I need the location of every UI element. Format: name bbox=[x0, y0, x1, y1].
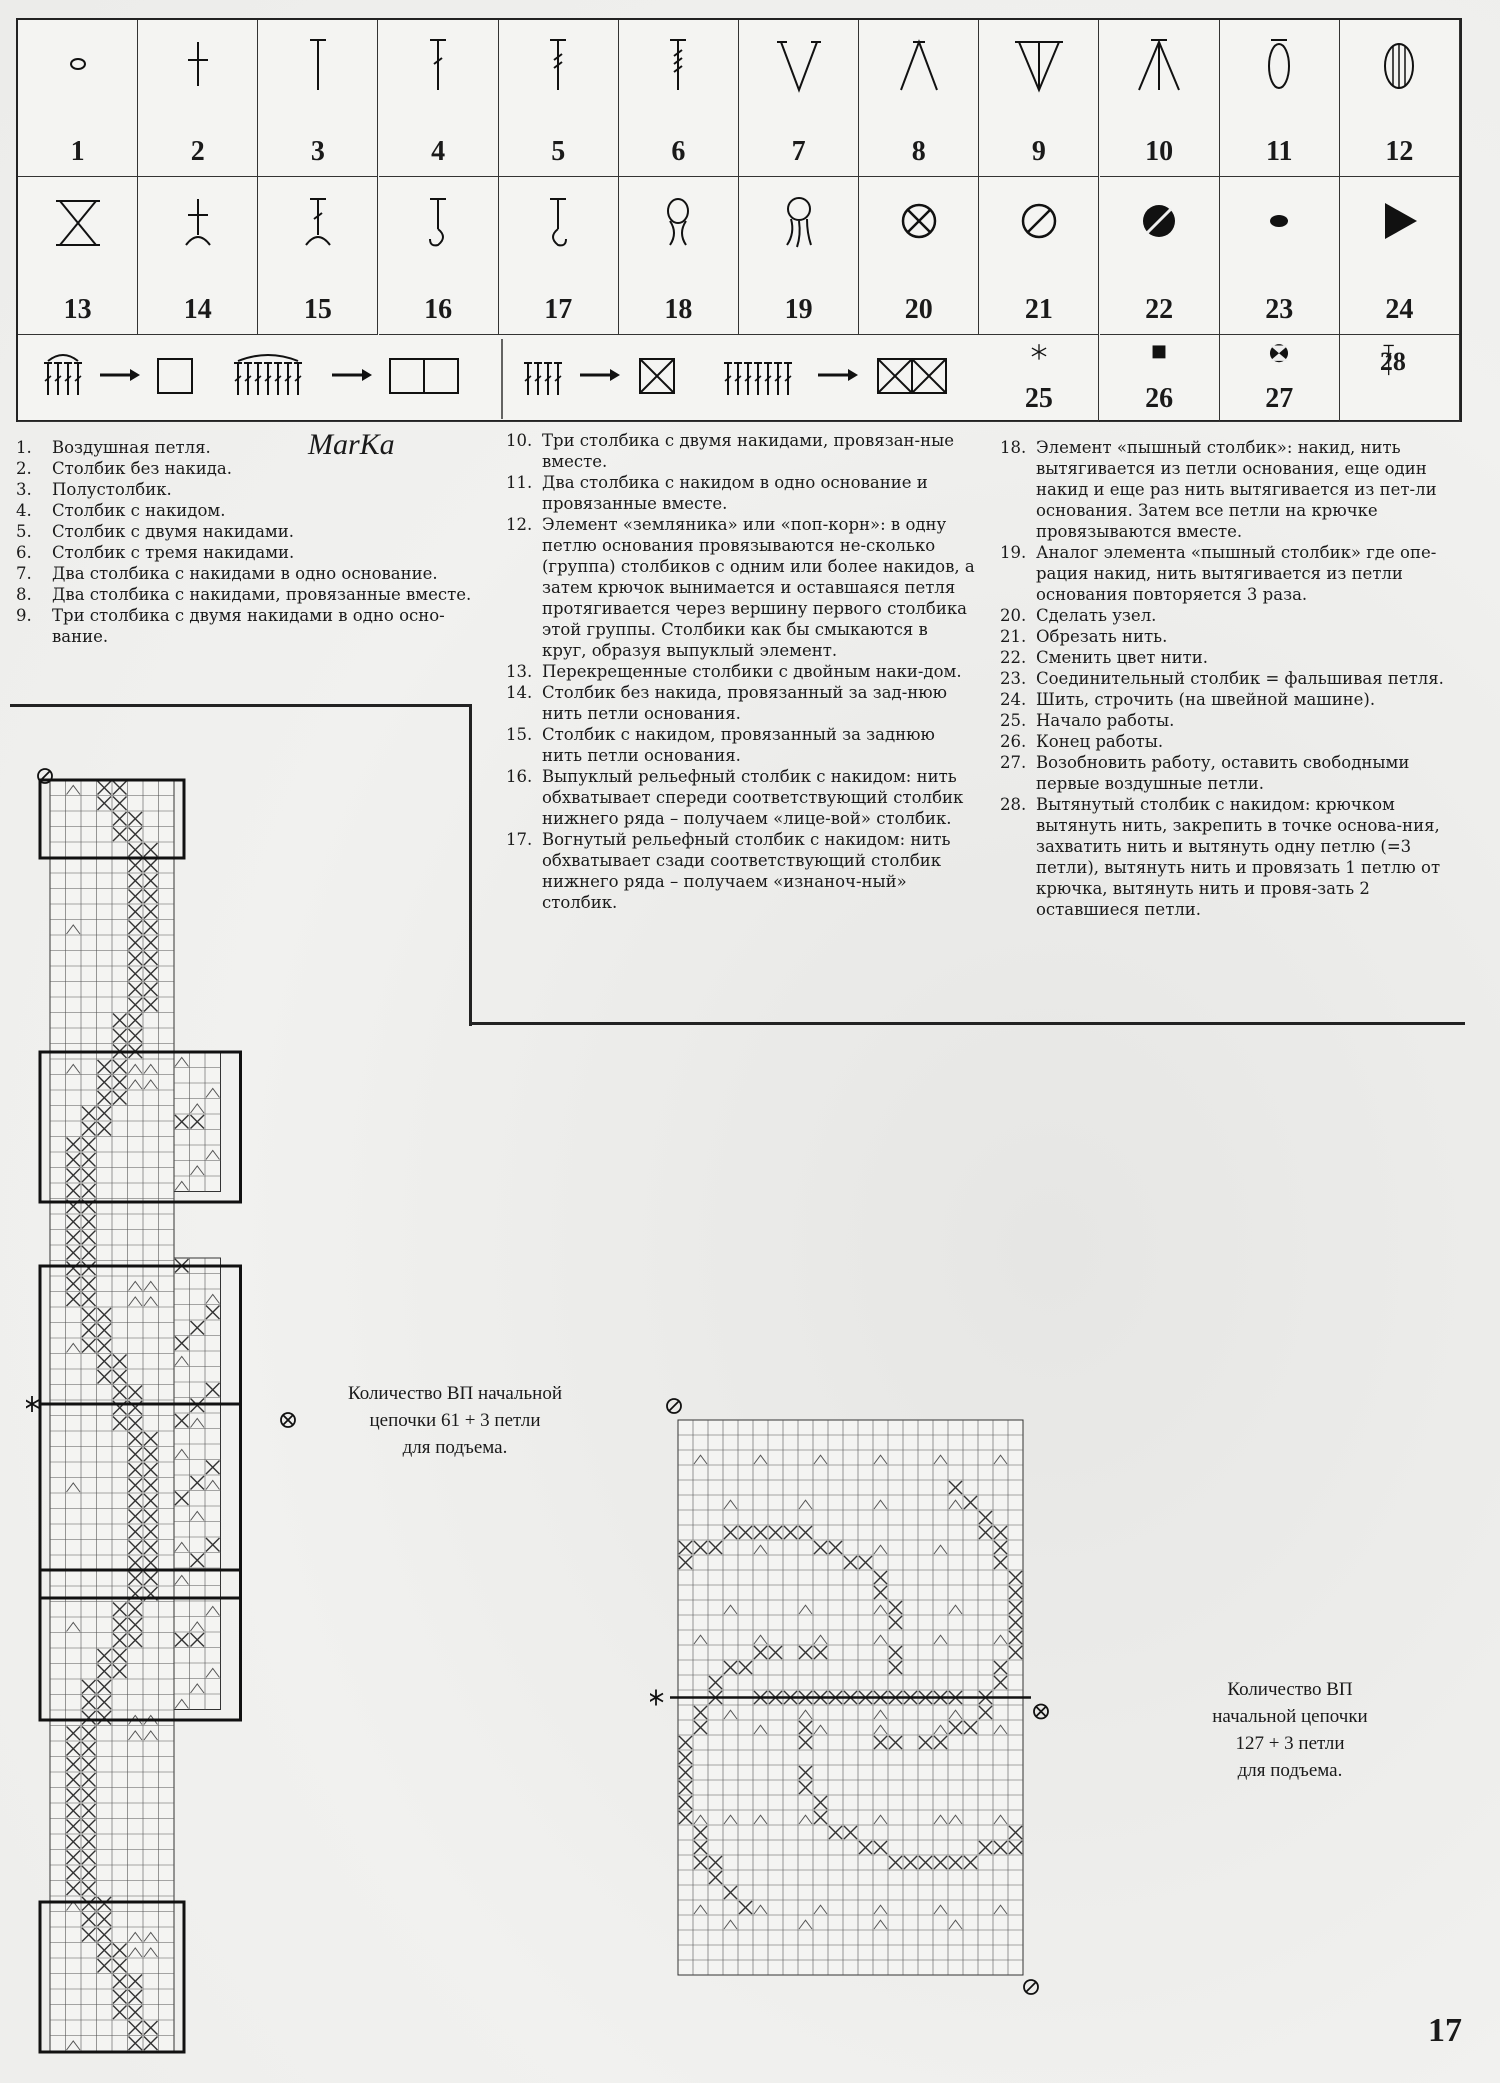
item-number: 15. bbox=[506, 725, 533, 744]
crochet-symbol-icon bbox=[889, 34, 949, 96]
legend-symbol-6 bbox=[619, 20, 739, 177]
item-text: Вогнутый рельефный столбик с накидом: нить обхватывает сзади соответствующий столбик нижнего ряда – получаем «изнаноч-ный» столбик. bbox=[542, 830, 951, 912]
symbol-number: 9 bbox=[1031, 136, 1046, 167]
symbol-number: 22 bbox=[1145, 294, 1174, 325]
crochet-symbol-icon bbox=[1009, 34, 1069, 96]
description-item bbox=[1000, 710, 1470, 731]
symbol-number: 3 bbox=[310, 136, 325, 167]
left-note-line-2: цепочки 61 + 3 петли bbox=[369, 1410, 541, 1431]
crochet-symbol-icon bbox=[1009, 339, 1069, 379]
item-text: Сделать узел. bbox=[1036, 606, 1157, 625]
item-text: Соединительный столбик = фальшивая петля. bbox=[1036, 669, 1444, 688]
crochet-symbol-icon bbox=[1129, 191, 1189, 253]
description-item bbox=[1000, 689, 1470, 710]
description-item bbox=[1000, 542, 1470, 605]
item-text: Выпуклый рельефный столбик с накидом: нить обхватывает спереди соответствующий столбик нижнего ряда – получаем «лице-вой» столбик. bbox=[542, 767, 964, 828]
description-item bbox=[1000, 647, 1470, 668]
legend-symbol-16 bbox=[379, 177, 499, 335]
symbol-number: 13 bbox=[63, 294, 92, 325]
symbol-number: 6 bbox=[671, 136, 686, 167]
item-number: 20. bbox=[1000, 606, 1027, 625]
item-text: Возобновить работу, оставить свободными первые воздушные петли. bbox=[1036, 753, 1410, 793]
description-item bbox=[1000, 437, 1470, 542]
frame-bottom-line bbox=[469, 1022, 1465, 1025]
item-number: 10. bbox=[506, 431, 533, 450]
item-number: 26. bbox=[1000, 732, 1027, 751]
item-number: 9. bbox=[16, 606, 32, 625]
crochet-symbol-icon bbox=[648, 34, 708, 96]
left-note-line-1: Количество ВП начальной bbox=[347, 1383, 563, 1404]
legend-symbol-7 bbox=[739, 20, 859, 177]
item-text: Столбик с тремя накидами. bbox=[52, 543, 295, 562]
crochet-symbol-icon bbox=[1249, 191, 1309, 253]
item-text: Шить, строчить (на швейной машине). bbox=[1036, 690, 1376, 709]
item-number: 27. bbox=[1000, 753, 1027, 772]
item-text: Три столбика с двумя накидами, провязан-ные вместе. bbox=[542, 431, 955, 471]
symbol-number: 17 bbox=[544, 294, 573, 325]
item-text: Аналог элемента «пышный столбик» где опе-рация накид, нить вытягивается из петли основания повторяется 3 раза. bbox=[1036, 543, 1437, 604]
item-number: 1. bbox=[16, 438, 32, 457]
legend-symbol-12 bbox=[1340, 20, 1460, 177]
filet-conversion-icon bbox=[18, 339, 979, 419]
description-item bbox=[16, 521, 476, 542]
legend-symbol-4 bbox=[379, 20, 499, 177]
symbol-number: 5 bbox=[551, 136, 566, 167]
crochet-symbol-icon bbox=[889, 191, 949, 253]
item-text: Столбик с накидом, провязанный за заднюю нить петли основания. bbox=[542, 725, 935, 765]
signature: MarKa bbox=[308, 428, 395, 461]
crochet-symbol-icon bbox=[1249, 339, 1309, 379]
description-column-2 bbox=[506, 430, 976, 913]
symbol-number: 4 bbox=[431, 136, 446, 167]
description-item bbox=[1000, 668, 1470, 689]
legend-symbol-14 bbox=[138, 177, 258, 335]
legend-symbol-19 bbox=[739, 177, 859, 335]
filet-square-chart bbox=[650, 1390, 1160, 2020]
filet-border-chart bbox=[26, 762, 296, 2072]
description-item bbox=[16, 584, 476, 605]
description-item bbox=[16, 542, 476, 563]
description-item bbox=[16, 458, 476, 479]
item-number: 22. bbox=[1000, 648, 1027, 667]
crochet-symbol-icon bbox=[408, 34, 468, 96]
symbol-number: 11 bbox=[1266, 136, 1293, 167]
item-text: Столбик без накида, провязанный за зад-нюю нить петли основания. bbox=[542, 683, 948, 723]
symbol-number: 1 bbox=[70, 136, 85, 167]
item-text: Три столбика с двумя накидами в одно осно-вание. bbox=[52, 606, 445, 646]
description-item bbox=[1000, 605, 1470, 626]
symbol-number: 21 bbox=[1024, 294, 1053, 325]
description-item bbox=[506, 430, 976, 472]
item-number: 4. bbox=[16, 501, 32, 520]
item-text: Начало работы. bbox=[1036, 711, 1175, 730]
legend-symbol-25 bbox=[979, 335, 1099, 422]
item-number: 2. bbox=[16, 459, 32, 478]
symbol-number: 7 bbox=[791, 136, 806, 167]
item-text: Два столбика с накидами, провязанные вместе. bbox=[52, 585, 472, 604]
item-text: Элемент «пышный столбик»: накид, нить вытягивается из петли основания, еще один накид и еще раз нить вытягивается из пет-ли основания. Затем все петли на крючке провязываются вместе. bbox=[1036, 438, 1437, 541]
crochet-symbol-icon bbox=[288, 191, 348, 253]
description-item bbox=[1000, 752, 1470, 794]
crochet-symbol-icon bbox=[48, 191, 108, 253]
legend-symbol-13 bbox=[18, 177, 138, 335]
legend-symbol-24 bbox=[1340, 177, 1460, 335]
item-number: 8. bbox=[16, 585, 32, 604]
description-column-1 bbox=[16, 437, 476, 647]
item-text: Сменить цвет нити. bbox=[1036, 648, 1208, 667]
crochet-symbol-icon bbox=[769, 191, 829, 253]
description-column-3 bbox=[1000, 437, 1470, 920]
item-number: 3. bbox=[16, 480, 32, 499]
legend-symbol-1 bbox=[18, 20, 138, 177]
symbol-number: 27 bbox=[1265, 383, 1294, 414]
symbol-number: 10 bbox=[1145, 136, 1174, 167]
frame-vertical-line bbox=[469, 704, 472, 1026]
description-item bbox=[16, 563, 476, 584]
legend-symbol-5 bbox=[499, 20, 619, 177]
legend-symbol-22 bbox=[1100, 177, 1220, 335]
item-number: 5. bbox=[16, 522, 32, 541]
symbol-number: 28 bbox=[1379, 347, 1406, 376]
legend-symbol-10 bbox=[1100, 20, 1220, 177]
right-note-line-1: Количество ВП bbox=[1227, 1679, 1353, 1700]
symbol-number: 20 bbox=[904, 294, 933, 325]
item-number: 25. bbox=[1000, 711, 1027, 730]
crochet-symbol-icon bbox=[528, 191, 588, 253]
legend-symbol-17 bbox=[499, 177, 619, 335]
symbol-number: 23 bbox=[1265, 294, 1294, 325]
item-text: Столбик с накидом. bbox=[52, 501, 226, 520]
crochet-symbol-icon bbox=[288, 34, 348, 96]
description-item bbox=[506, 829, 976, 913]
symbol-number: 2 bbox=[190, 136, 205, 167]
description-item bbox=[1000, 794, 1470, 920]
description-item bbox=[506, 682, 976, 724]
description-item bbox=[16, 437, 476, 458]
legend-symbol-28 bbox=[1340, 335, 1460, 422]
item-number: 23. bbox=[1000, 669, 1027, 688]
symbol-number: 16 bbox=[424, 294, 453, 325]
item-text: Полустолбик. bbox=[52, 480, 172, 499]
right-note-line-3: 127 + 3 петли bbox=[1235, 1733, 1345, 1754]
description-item bbox=[16, 479, 476, 500]
crochet-symbol-icon bbox=[648, 191, 708, 253]
symbol-number: 15 bbox=[303, 294, 332, 325]
crochet-symbol-icon bbox=[1129, 34, 1189, 96]
legend-symbol-23 bbox=[1220, 177, 1340, 335]
left-chart-note bbox=[300, 1380, 610, 1461]
symbol-number: 24 bbox=[1385, 294, 1414, 325]
item-text: Два столбика с накидами в одно основание. bbox=[52, 564, 438, 583]
item-text: Воздушная петля. bbox=[52, 438, 211, 457]
right-note-line-2: начальной цепочки bbox=[1212, 1706, 1368, 1727]
item-number: 7. bbox=[16, 564, 32, 583]
item-text: Обрезать нить. bbox=[1036, 627, 1168, 646]
item-number: 11. bbox=[506, 473, 533, 492]
description-item bbox=[1000, 731, 1470, 752]
item-number: 6. bbox=[16, 543, 32, 562]
legend-symbol-15 bbox=[258, 177, 378, 335]
crochet-symbol-icon bbox=[528, 34, 588, 96]
item-text: Вытянутый столбик с накидом: крючком вытянуть нить, закрепить в точке основа-ния, захватить нить и вытянуть одну петлю (=3 петли), вытянуть нить и провязать 1 петлю от крючка, вытянуть нить и провя-зать 2 оставшиеся петли. bbox=[1036, 795, 1441, 919]
item-number: 17. bbox=[506, 830, 533, 849]
item-number: 28. bbox=[1000, 795, 1027, 814]
crochet-symbol-icon bbox=[1129, 339, 1189, 379]
legend-symbol-27 bbox=[1220, 335, 1340, 422]
item-text: Два столбика с накидом в одно основание и провязанные вместе. bbox=[542, 473, 928, 513]
description-item bbox=[506, 514, 976, 661]
item-number: 18. bbox=[1000, 438, 1027, 457]
item-text: Элемент «земляника» или «поп-корн»: в одну петлю основания провязываются не-сколько (группа) столбиков с одним или более накидов, а затем крючок вынимается и оставшаяся петля протягивается через вершину первого столбика этой группы. Столбики как бы смыкаются в круг, образуя выпуклый элемент. bbox=[542, 515, 975, 660]
description-item bbox=[16, 500, 476, 521]
crochet-symbol-icon bbox=[168, 191, 228, 253]
item-text: Перекрещенные столбики с двойным наки-дом. bbox=[542, 662, 962, 681]
legend-symbol-3 bbox=[258, 20, 378, 177]
item-number: 16. bbox=[506, 767, 533, 786]
symbol-legend-table bbox=[16, 18, 1462, 422]
crochet-symbol-icon bbox=[408, 191, 468, 253]
crochet-symbol-icon bbox=[769, 34, 829, 96]
right-note-line-4: для подъема. bbox=[1237, 1760, 1343, 1781]
item-text: Столбик с двумя накидами. bbox=[52, 522, 295, 541]
legend-symbol-11 bbox=[1220, 20, 1340, 177]
frame-top-line bbox=[10, 704, 472, 707]
crochet-symbol-icon bbox=[168, 34, 228, 96]
legend-symbol-8 bbox=[859, 20, 979, 177]
description-item bbox=[506, 724, 976, 766]
description-item bbox=[506, 661, 976, 682]
item-number: 12. bbox=[506, 515, 533, 534]
symbol-number: 26 bbox=[1145, 383, 1174, 414]
page-number: 17 bbox=[1428, 2012, 1462, 2049]
item-text: Столбик без накида. bbox=[52, 459, 232, 478]
crochet-symbol-icon bbox=[1369, 191, 1429, 253]
symbol-number: 19 bbox=[784, 294, 813, 325]
crochet-symbol-icon bbox=[1249, 34, 1309, 96]
legend-symbol-21 bbox=[979, 177, 1099, 335]
symbol-number: 14 bbox=[183, 294, 212, 325]
item-number: 24. bbox=[1000, 690, 1027, 709]
crochet-symbol-icon bbox=[1009, 191, 1069, 253]
description-item bbox=[16, 605, 476, 647]
legend-symbol-20 bbox=[859, 177, 979, 335]
legend-conversion-diagrams bbox=[18, 335, 979, 422]
description-item bbox=[506, 766, 976, 829]
item-number: 19. bbox=[1000, 543, 1027, 562]
item-number: 13. bbox=[506, 662, 533, 681]
left-note-line-3: для подъема. bbox=[402, 1437, 508, 1458]
item-number: 21. bbox=[1000, 627, 1027, 646]
symbol-number: 12 bbox=[1385, 136, 1414, 167]
description-item bbox=[506, 472, 976, 514]
symbol-number: 8 bbox=[911, 136, 926, 167]
crochet-symbol-icon bbox=[48, 34, 108, 96]
symbol-number: 25 bbox=[1024, 383, 1053, 414]
right-chart-note bbox=[1170, 1676, 1410, 1784]
item-number: 14. bbox=[506, 683, 533, 702]
legend-symbol-9 bbox=[979, 20, 1099, 177]
description-item bbox=[1000, 626, 1470, 647]
legend-symbol-26 bbox=[1100, 335, 1220, 422]
crochet-symbol-icon bbox=[1369, 34, 1429, 96]
legend-symbol-2 bbox=[138, 20, 258, 177]
legend-symbol-18 bbox=[619, 177, 739, 335]
item-text: Конец работы. bbox=[1036, 732, 1164, 751]
symbol-number: 18 bbox=[664, 294, 693, 325]
